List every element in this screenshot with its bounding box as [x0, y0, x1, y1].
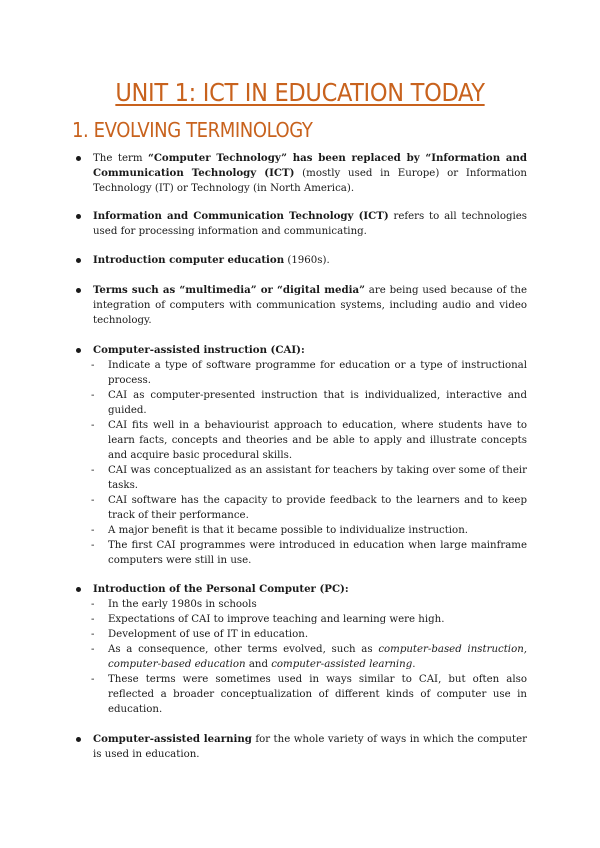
bullet-item: Information and Communication Technology (ICT) refers to all technologies used for processing information and communicating.	[93, 209, 527, 239]
bullet-icon	[76, 587, 81, 592]
bullet-item: Terms such as “multimedia” or “digital media” are being used because of the integration of computers with communication systems, including audio and video technology.	[93, 283, 527, 329]
sub-item: - CAI as computer-presented instruction that is individualized, interactive and guided.	[91, 390, 527, 417]
sub-item: - The first CAI programmes were introduced in education when large mainframe computers were still in use.	[91, 540, 527, 567]
sub-item: - Expectations of CAI to improve teaching and learning were high.	[91, 614, 445, 625]
sub-item: - Development of use of IT in education.	[91, 629, 309, 640]
bullet-icon	[76, 214, 81, 219]
section-heading: 1. EVOLVING TERMINOLOGY	[72, 118, 313, 142]
sub-item: - These terms were sometimes used in ways similar to CAI, but often also reflected a broader conceptualization of different kinds of computer use in education.	[91, 674, 527, 716]
bullet-icon	[76, 288, 81, 293]
bullet-icon	[76, 156, 81, 161]
sub-item: - A major benefit is that it became possible to individualize instruction.	[91, 525, 468, 536]
sub-item: - CAI software has the capacity to provide feedback to the learners and to keep track of their performance.	[91, 495, 527, 522]
bullet-icon	[76, 348, 81, 353]
bullet-item: Computer-assisted learning for the whole variety of ways in which the computer is used in education.	[93, 732, 527, 762]
sub-item: - In the early 1980s in schools	[91, 599, 257, 610]
sub-item: - CAI fits well in a behaviourist approach to education, where students have to learn facts, concepts and theories and be able to apply and illustrate concepts and acquire basic procedural skills.	[91, 420, 527, 462]
page-title: UNIT 1: ICT IN EDUCATION TODAY	[115, 78, 485, 107]
bullet-item: Introduction computer education (1960s).	[93, 253, 527, 268]
sub-item: - Indicate a type of software programme for education or a type of instructional process.	[91, 360, 527, 387]
bullet-item: Computer-assisted instruction (CAI):	[93, 343, 527, 358]
sub-item: - CAI was conceptualized as an assistant for teachers by taking over some of their tasks.	[91, 465, 527, 492]
bullet-item: The term “Computer Technology” has been replaced by “Information and Communication Technology (ICT) (mostly used in Europe) or Information Technology (IT) or Technology (in North America).	[93, 151, 527, 197]
bullet-icon	[76, 258, 81, 263]
bullet-item: Introduction of the Personal Computer (PC):	[93, 582, 527, 597]
sub-item: - As a consequence, other terms evolved, such as computer-based instruction, computer-based education and computer-assisted learning.	[91, 644, 527, 671]
bullet-icon	[76, 737, 81, 742]
